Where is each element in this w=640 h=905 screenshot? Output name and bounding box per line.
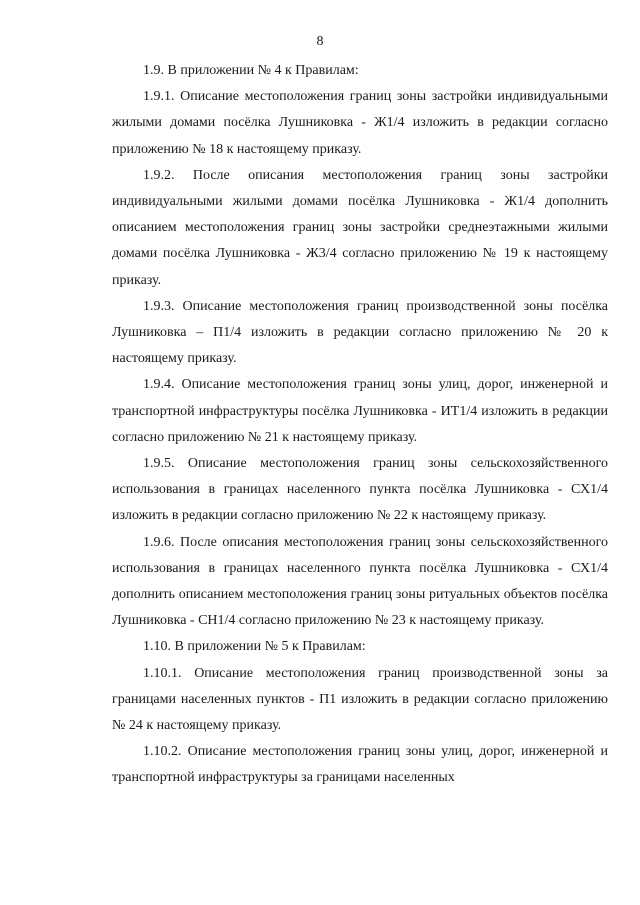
document-body bbox=[112, 58, 608, 792]
paragraph-1-9-2: 1.9.2. После описания местоположения границ зоны застройки индивидуальными жилыми домами посёлка Лушниковка - Ж1/4 дополнить описанием местоположения границ зоны застройки среднеэтажными жилыми домами посёлка Лушниковка - Ж3/4 согласно приложению № 19 к настоящему приказу. bbox=[112, 167, 608, 288]
paragraph-1-10-2: 1.10.2. Описание местоположения границ зоны улиц, дорог, инженерной и транспортной инфраструктуры за границами населенных bbox=[112, 744, 608, 786]
paragraph-1-9-6: 1.9.6. После описания местоположения границ зоны сельскохозяйственного использования в границах населенного пункта посёлка Лушниковка - СХ1/4 дополнить описанием местоположения границ зоны ритуальных объектов посёлка Лушниковка - СН1/4 согласно приложению № 23 к настоящему приказу. bbox=[112, 534, 608, 629]
paragraph-1-9-1: 1.9.1. Описание местоположения границ зоны застройки индивидуальными жилыми домами посёлка Лушниковка - Ж1/4 изложить в редакции согласно приложению № 18 к настоящему приказу. bbox=[112, 89, 608, 157]
paragraph-1-9: 1.9. В приложении № 4 к Правилам: bbox=[143, 63, 359, 78]
paragraph-1-9-5: 1.9.5. Описание местоположения границ зоны сельскохозяйственного использования в границах населенного пункта посёлка Лушниковка - СХ1/4 изложить в редакции согласно приложению № 22 к настоящему приказу. bbox=[112, 456, 608, 524]
page-number: 8 bbox=[316, 34, 324, 49]
paragraph-1-10: 1.10. В приложении № 5 к Правилам: bbox=[143, 639, 366, 655]
paragraph-1-9-3: 1.9.3. Описание местоположения границ производственной зоны посёлка Лушниковка – П1/4 изложить в редакции согласно приложению № 20 к настоящему приказу. bbox=[112, 298, 608, 367]
paragraph-1-9-4: 1.9.4. Описание местоположения границ зоны улиц, дорог, инженерной и транспортной инфраструктуры посёлка Лушниковка - ИТ1/4 изложить в редакции согласно приложению № 21 к настоящему приказу. bbox=[112, 377, 608, 445]
paragraph-1-10-1: 1.10.1. Описание местоположения границ производственной зоны за границами населенных пунктов - П1 изложить в редакции согласно приложению № 24 к настоящему приказу. bbox=[112, 665, 608, 734]
